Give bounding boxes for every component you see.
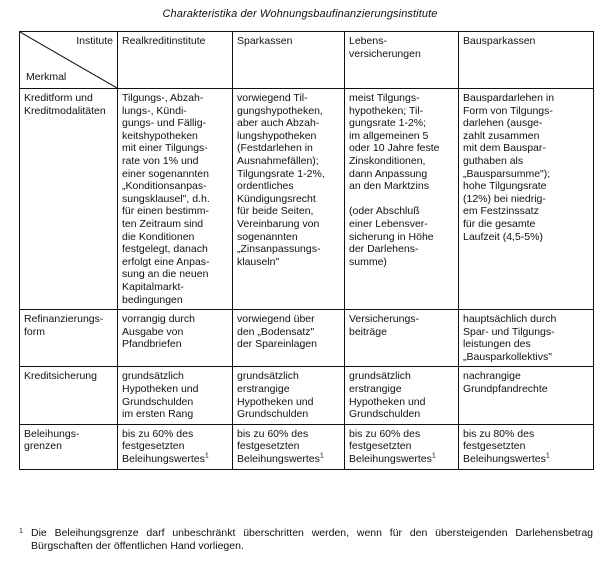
footnote-marker: 1 xyxy=(204,452,209,460)
table-cell: vorwiegend über den „Bodensatz" der Spareinlagen xyxy=(233,310,345,367)
row-label-beleihungsgrenzen: Beleihungs- grenzen xyxy=(20,424,118,469)
column-header-sparkassen: Sparkassen xyxy=(233,32,345,89)
table-cell: hauptsächlich durch Spar- und Tilgungs- leistungen des „Bausparkollektivs" xyxy=(459,310,594,367)
header-row xyxy=(20,32,594,89)
page-title: Charakteristika der Wohnungsbaufinanzierungsinstitute xyxy=(162,8,438,20)
corner-header-cell xyxy=(20,32,118,89)
footnote-marker: 1 xyxy=(431,452,436,460)
table-cell: grundsätzlich Hypotheken und Grundschulden im ersten Rang xyxy=(118,367,233,424)
table-cell: Bauspardarlehen in Form von Tilgungs- darlehen (ausge- zahlt zusammen mit dem Bauspar- guthaben als „Bausparsumme"); hohe Tilgungsrate (12%) bei niedrig- em Festzinssatz für die gesamte Laufzeit (4,5-5%) xyxy=(459,89,594,310)
table-cell: grundsätzlich erstrangige Hypotheken und Grundschulden xyxy=(233,367,345,424)
cell-text: bis zu 80% des festgesetzten Beleihungswertes xyxy=(463,427,546,466)
table-cell: Versicherungs- beiträge xyxy=(345,310,459,367)
cell-text: bis zu 60% des festgesetzten Beleihungswertes xyxy=(122,427,205,466)
footnote xyxy=(19,527,593,553)
table-cell xyxy=(118,424,233,469)
cell-text: bis zu 60% des festgesetzten Beleihungswertes xyxy=(237,427,320,466)
institutes-comparison-table xyxy=(19,31,594,470)
column-header-bausparkassen: Bausparkassen xyxy=(459,32,594,89)
table-row-kreditform xyxy=(20,89,594,310)
column-header-realkreditinstitute: Realkreditinstitute xyxy=(118,32,233,89)
table-cell: Tilgungs-, Abzah- lungs-, Kündi- gungs- und Fällig- keitshypotheken mit einer Tilgungs- rate von 1% und einer sogenannten „Konditionsanpas- sungsklausel", d.h. für einen bestimm- ten Zeitraum sind die Konditionen festgelegt, danach erfolgt eine Anpas- sung an die neuen Kapitalmarkt- bedingungen xyxy=(118,89,233,310)
footnote-marker: 1 xyxy=(319,452,324,460)
table-cell xyxy=(459,424,594,469)
cell-text: bis zu 60% des festgesetzten Beleihungswertes xyxy=(349,427,432,466)
corner-label-institute: Institute xyxy=(76,35,113,47)
footnote-marker: 1 xyxy=(545,452,550,460)
table-row-beleihungsgrenzen xyxy=(20,424,594,469)
row-label-kreditsicherung: Kreditsicherung xyxy=(20,367,118,424)
footnote-number: 1 xyxy=(19,528,23,535)
table-cell xyxy=(345,424,459,469)
footnote-text: Die Beleihungsgrenze darf unbeschränkt überschritten werden, wenn für den übersteigenden Darlehensbetrag Bürgschaften der öffentlichen Hand vorliegen. xyxy=(31,527,593,552)
table-row-refinanzierung xyxy=(20,310,594,367)
corner-label-feature: Merkmal xyxy=(26,71,67,84)
row-label-kreditform: Kreditform und Kreditmodalitäten xyxy=(20,89,118,310)
table-cell: nachrangige Grundpfandrechte xyxy=(459,367,594,424)
table-cell: vorrangig durch Ausgabe von Pfandbriefen xyxy=(118,310,233,367)
column-header-lebensversicherungen: Lebens- versicherungen xyxy=(345,32,459,89)
table-cell: grundsätzlich erstrangige Hypotheken und Grundschulden xyxy=(345,367,459,424)
table-cell: meist Tilgungs- hypotheken; Til- gungsrate 1-2%; im allgemeinen 5 oder 10 Jahre feste Zinskonditionen, dann Anpassung an den Marktzins (oder Abschluß einer Lebensver- sicherung in Höhe der Darlehens- summe) xyxy=(345,89,459,310)
table-cell xyxy=(233,424,345,469)
table-cell: vorwiegend Til- gungshypotheken, aber auch Abzah- lungshypotheken (Festdarlehen in Ausnahmefällen); Tilgungsrate 1-2%, ordentliches Kündigungsrecht für beide Seiten, Vereinbarung von sogenannten „Zinsanpassungs- klauseln" xyxy=(233,89,345,310)
table-row-kreditsicherung xyxy=(20,367,594,424)
row-label-refinanzierung: Refinanzierungs- form xyxy=(20,310,118,367)
